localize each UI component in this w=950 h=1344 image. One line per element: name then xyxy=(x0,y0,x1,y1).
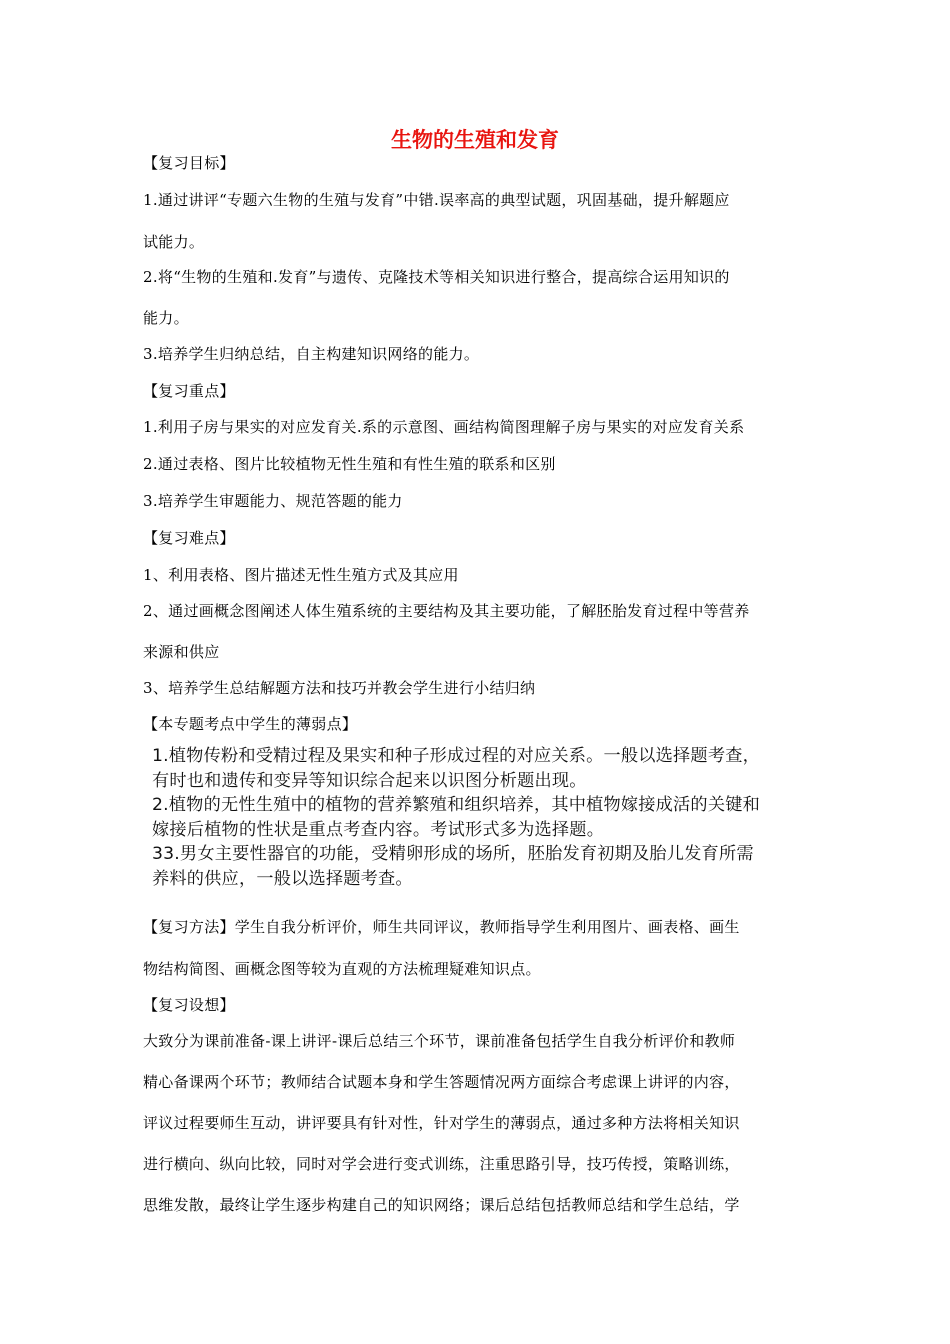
page-title: 生物的生殖和发育 xyxy=(391,128,559,152)
plan-line-4: 进行横向、纵向比较，同时对学会进行变式训练，注重思路引导，技巧传授，策略训练， xyxy=(143,1155,740,1173)
plan-line-3: 评议过程要师生互动，讲评要具有针对性，针对学生的薄弱点，通过多种方法将相关知识 xyxy=(143,1114,740,1132)
goals-heading: 【复习目标】 xyxy=(143,154,235,172)
weak-points-heading: 【本专题考点中学生的薄弱点】 xyxy=(143,715,358,733)
difficult-1: 1、利用表格、图片描述无性生殖方式及其应用 xyxy=(143,566,459,584)
weak-point-line: 2.植物的无性生殖中的植物的营养繁殖和组织培养，其中植物嫁接成活的关键和 xyxy=(152,795,760,815)
goal-1-line-1: 1.通过讲评“专题六生物的生殖与发育”中错.误率高的典型试题，巩固基础，提升解题应 xyxy=(143,191,730,209)
key-2: 2.通过表格、图片比较植物无性生殖和有性生殖的联系和区别 xyxy=(143,455,556,473)
plan-heading: 【复习设想】 xyxy=(143,996,235,1014)
key-3: 3.培养学生审题能力、规范答题的能力 xyxy=(143,492,403,510)
goal-3: 3.培养学生归纳总结，自主构建知识网络的能力。 xyxy=(143,345,480,363)
difficult-2-line-1: 2、通过画概念图阐述人体生殖系统的主要结构及其主要功能，了解胚胎发育过程中等营养 xyxy=(143,602,750,620)
weak-point-line: 嫁接后植物的性状是重点考查内容。考试形式多为选择题。 xyxy=(152,819,605,840)
weak-point-line: 33.男女主要性器官的功能，受精卵形成的场所，胚胎发育初期及胎儿发育所需 xyxy=(152,844,754,864)
method-line-1: 【复习方法】学生自我分析评价，师生共同评议，教师指导学生利用图片、画表格、画生 xyxy=(143,918,740,936)
weak-point-line: 有时也和遗传和变异等知识综合起来以识图分析题出现。 xyxy=(152,770,587,791)
plan-line-2: 精心备课两个环节；教师结合试题本身和学生答题情况两方面综合考虑课上讲评的内容， xyxy=(143,1073,740,1091)
goal-2-line-1: 2.将“生物的生殖和.发育”与遗传、克隆技术等相关知识进行整合，提高综合运用知识的 xyxy=(143,268,730,286)
difficult-heading: 【复习难点】 xyxy=(143,529,235,547)
weak-point-line: 1.植物传粉和受精过程及果实和种子形成过程的对应关系。一般以选择题考查， xyxy=(152,746,760,766)
key-heading: 【复习重点】 xyxy=(143,382,235,400)
difficult-2-line-2: 来源和供应 xyxy=(143,643,220,661)
goal-2-line-2: 能力。 xyxy=(143,309,189,327)
plan-line-1: 大致分为课前准备-课上讲评-课后总结三个环节，课前准备包括学生自我分析评价和教师 xyxy=(143,1032,736,1050)
key-1: 1.利用子房与果实的对应发育关.系的示意图、画结构简图理解子房与果实的对应发育关系 xyxy=(143,418,745,436)
difficult-3: 3、培养学生总结解题方法和技巧并教会学生进行小结归纳 xyxy=(143,679,536,697)
plan-line-5: 思维发散，最终让学生逐步构建自己的知识网络；课后总结包括教师总结和学生总结，学 xyxy=(143,1196,740,1214)
goal-1-line-2: 试能力。 xyxy=(143,233,205,251)
method-line-2: 物结构简图、画概念图等较为直观的方法梳理疑难知识点。 xyxy=(143,960,541,978)
weak-point-line: 养料的供应，一般以选择题考查。 xyxy=(152,868,413,889)
weak-points-block xyxy=(152,744,812,891)
